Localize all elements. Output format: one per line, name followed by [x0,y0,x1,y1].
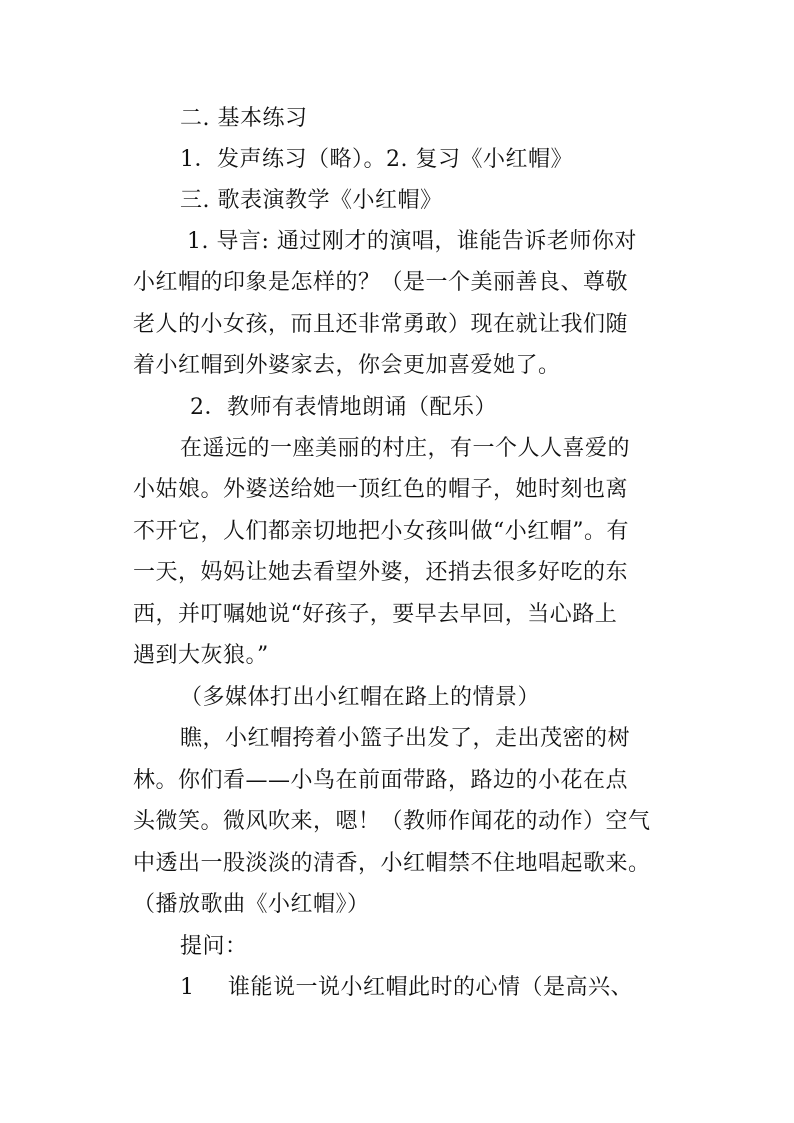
intro-line-1: 1. 导言: 通过刚才的演唱，谁能告诉老师你对 [187,229,637,254]
recital-heading: 2．教师有表情地朗诵（配乐） [190,395,497,420]
multimedia-note: （多媒体打出小红帽在路上的情景） [180,685,541,710]
scene-line-2: 林。你们看——小鸟在前面带路，路边的小花在点 [133,768,629,793]
story-line-5: 西，并叮嘱她说“好孩子，要早去早回，当心路上 [133,602,618,627]
scene-line-5: （播放歌曲《小红帽》） [133,892,370,917]
story-line-2: 小姑娘。外婆送给她一顶红色的帽子，她时刻也离 [133,477,629,502]
story-line-4: 一天，妈妈让她去看望外婆，还捎去很多好吃的东 [133,560,629,585]
section-3-heading: 三. 歌表演教学《小红帽》 [180,188,443,213]
scene-line-4: 中透出一股淡淡的清香，小红帽禁不住地唱起歌来。 [133,851,651,876]
story-line-1: 在遥远的一座美丽的村庄，有一个人人喜爱的 [180,436,631,461]
question-1-number: 1 [180,975,195,1000]
section-2-heading: 二. 基本练习 [180,106,308,131]
question-1-text: 谁能说一说小红帽此时的心情（是高兴、 [228,975,634,1000]
scene-line-1: 瞧，小红帽挎着小篮子出发了，走出茂密的树 [180,726,631,751]
story-line-6: 遇到大灰狼。” [133,643,269,668]
story-line-3: 不开它，人们都亲切地把小女孩叫做“小红帽”。有 [133,519,629,544]
intro-line-4: 着小红帽到外婆家去，你会更加喜爱她了。 [133,353,561,378]
question-heading: 提问： [180,934,248,959]
scene-line-3: 头微笑。微风吹来，嗯！（教师作闻花的动作）空气 [133,809,651,834]
intro-line-2: 小红帽的印象是怎样的？（是一个美丽善良、尊敬 [133,270,629,295]
section-2-item: 1．发声练习（略）。2. 复习《小红帽》 [180,147,573,172]
intro-line-3: 老人的小女孩，而且还非常勇敢）现在就让我们随 [133,312,629,337]
